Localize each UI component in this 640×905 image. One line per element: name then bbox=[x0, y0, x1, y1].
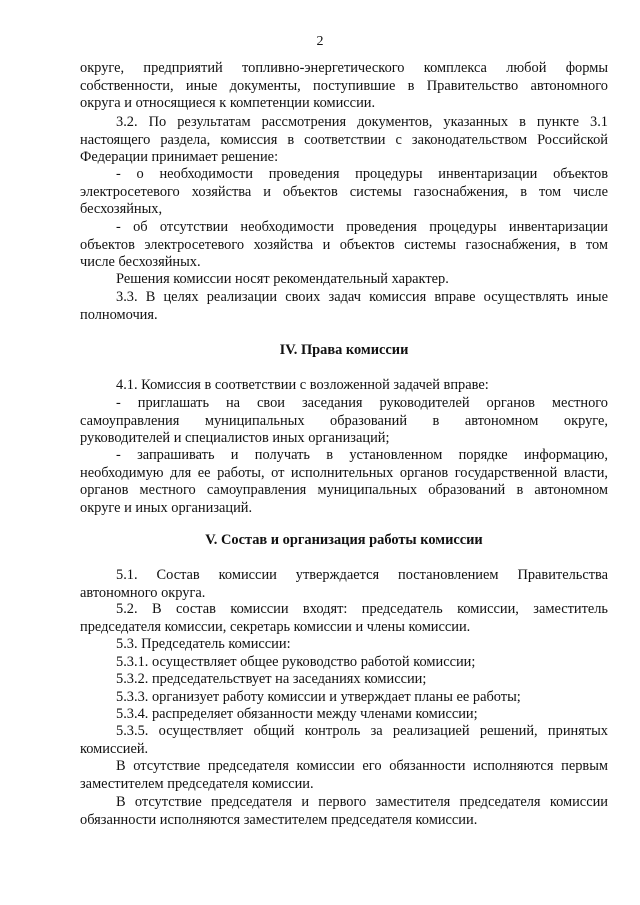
bullet-3-2-b bbox=[80, 219, 608, 272]
text-line: - приглашать на свои заседания руководителей органов местного bbox=[116, 395, 608, 411]
text-line: Федерации принимает решение: bbox=[80, 149, 279, 166]
bullet-3-2-a bbox=[80, 166, 608, 219]
text-line: В отсутствие председателя и первого заместителя председателя комиссии bbox=[116, 794, 608, 810]
text-line: руководителей и специалистов иных организаций; bbox=[80, 430, 390, 447]
text-line: автономного округа. bbox=[80, 584, 206, 601]
text-line: обязанности исполняются заместителем председателя комиссии. bbox=[80, 811, 478, 828]
text-line: 5.2. В состав комиссии входят: председатель комиссии, заместитель bbox=[116, 601, 608, 617]
text-line: - о необходимости проведения процедуры инвентаризации объектов bbox=[116, 166, 608, 182]
text-line: 5.3.2. председательствует на заседаниях комиссии; bbox=[116, 671, 427, 687]
text-line: 3.2. По результатам рассмотрения документов, указанных в пункте 3.1 bbox=[116, 114, 608, 130]
text-line: округе, предприятий топливно-энергетического комплекса любой формы bbox=[80, 60, 608, 76]
text-line: 5.3.4. распределяет обязанности между членами комиссии; bbox=[116, 706, 478, 722]
text-line: настоящего раздела, комиссия в соответствии с законодательством Российской bbox=[80, 131, 608, 148]
text-line: В отсутствие председателя комиссии его обязанности исполняются первым bbox=[116, 758, 608, 774]
text-line: собственности, иные документы, поступившие в Правительство автономного bbox=[80, 77, 608, 94]
item-5-3-2 bbox=[80, 671, 608, 689]
item-5-2 bbox=[80, 601, 608, 636]
text-line: - запрашивать и получать в установленном порядке информацию, bbox=[116, 447, 608, 463]
item-5-3 bbox=[80, 636, 608, 654]
text-line: необходимую для ее работы, от исполнительных органов государственной власти, bbox=[80, 464, 608, 481]
text-line: 5.3.5. осуществляет общий контроль за реализацией решений, принятых bbox=[116, 723, 608, 739]
recommendation-note bbox=[80, 271, 608, 289]
text-line: заместителем председателя комиссии. bbox=[80, 775, 314, 792]
text-line: числе бесхозяйных. bbox=[80, 254, 201, 271]
text-line: 5.3.3. организует работу комиссии и утверждает планы ее работы; bbox=[116, 689, 521, 705]
text-line: органов местного самоуправления муниципальных образований в автономном bbox=[80, 482, 608, 499]
text-line: округе и иных организаций. bbox=[80, 499, 253, 516]
text-line: полномочия. bbox=[80, 306, 158, 323]
text-line: 5.1. Состав комиссии утверждается постановлением Правительства bbox=[116, 567, 608, 583]
text-line: 5.3. Председатель комиссии: bbox=[116, 636, 291, 652]
text-line: 5.3.1. осуществляет общее руководство работой комиссии; bbox=[116, 654, 476, 670]
text-line: бесхозяйных, bbox=[80, 201, 163, 218]
text-line: - об отсутствии необходимости проведения процедуры инвентаризации bbox=[116, 219, 608, 235]
item-5-3-1 bbox=[80, 654, 608, 672]
item-5-3-4 bbox=[80, 706, 608, 724]
absence-note-1 bbox=[80, 758, 608, 793]
bullet-4-1-b bbox=[80, 447, 608, 517]
text-line: самоуправления муниципальных образований в автономном округе, bbox=[80, 412, 608, 429]
item-3-3 bbox=[80, 289, 608, 324]
section-5-heading: V. Состав и организация работы комиссии bbox=[205, 532, 483, 548]
section-3-continuation bbox=[80, 60, 608, 113]
text-line: комиссией. bbox=[80, 740, 149, 757]
page-number: 2 bbox=[316, 34, 324, 49]
item-5-1 bbox=[80, 567, 608, 602]
text-line: Решения комиссии носят рекомендательный характер. bbox=[116, 271, 449, 287]
text-line: округа и относящиеся к компетенции комиссии. bbox=[80, 95, 376, 112]
item-5-3-3 bbox=[80, 689, 608, 707]
text-line: председателя комиссии, секретарь комиссии и члены комиссии. bbox=[80, 618, 471, 635]
section-4-heading: IV. Права комиссии bbox=[279, 342, 409, 358]
text-line: 4.1. Комиссия в соответствии с возложенной задачей вправе: bbox=[116, 377, 489, 393]
item-5-3-5 bbox=[80, 723, 608, 758]
item-4-1 bbox=[80, 377, 608, 395]
text-line: 3.3. В целях реализации своих задач комиссия вправе осуществлять иные bbox=[116, 289, 608, 305]
bullet-4-1-a bbox=[80, 395, 608, 448]
text-line: электросетевого хозяйства и объектов системы газоснабжения, в том числе bbox=[80, 183, 608, 200]
item-3-2 bbox=[80, 114, 608, 167]
absence-note-2 bbox=[80, 794, 608, 829]
text-line: объектов электросетевого хозяйства и объектов системы газоснабжения, в том bbox=[80, 236, 608, 253]
